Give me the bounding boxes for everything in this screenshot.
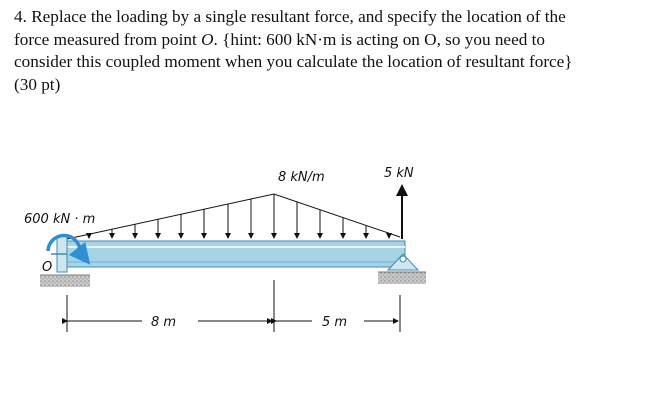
load-arrow-head [271,233,277,239]
load-arrow-head [86,233,92,239]
load-arrow-head [317,233,323,239]
beam [67,241,405,267]
moment-label: 600 kN · m [24,212,96,227]
problem-points: (30 pt) [14,74,61,94]
load-arrow-head [201,233,207,239]
distributed-load-label: 8 kN/m [278,170,325,185]
pin [400,256,406,262]
load-arrow-head [178,233,184,239]
load-arrow-head [294,233,300,239]
load-arrow-head [109,233,115,239]
load-arrow-head [248,233,254,239]
load-envelope [67,194,400,239]
load-arrow-head [132,233,138,239]
load-arrow-head [155,233,161,239]
load-arrow-head [386,233,392,239]
load-arrow-head [340,233,346,239]
dim-right-label: 5 m [322,315,348,330]
force-label: 5 kN [384,166,414,181]
point-o-label: O [42,260,53,275]
load-arrow-head [363,233,369,239]
problem-line-1: 4. Replace the loading by a single resultant force, and specify the location of the [14,7,566,26]
left-ground [40,275,90,287]
right-ground [378,272,426,284]
load-arrow-head [225,233,231,239]
distributed-load-arrows [86,194,392,239]
dim-left-label: 8 m [151,315,177,330]
problem-line-2: force measured from point O. {hint: 600 kN·m is acting on O, so you need to [14,29,545,49]
problem-line-3: consider this coupled moment when you calculate the location of resultant force} [14,52,573,71]
